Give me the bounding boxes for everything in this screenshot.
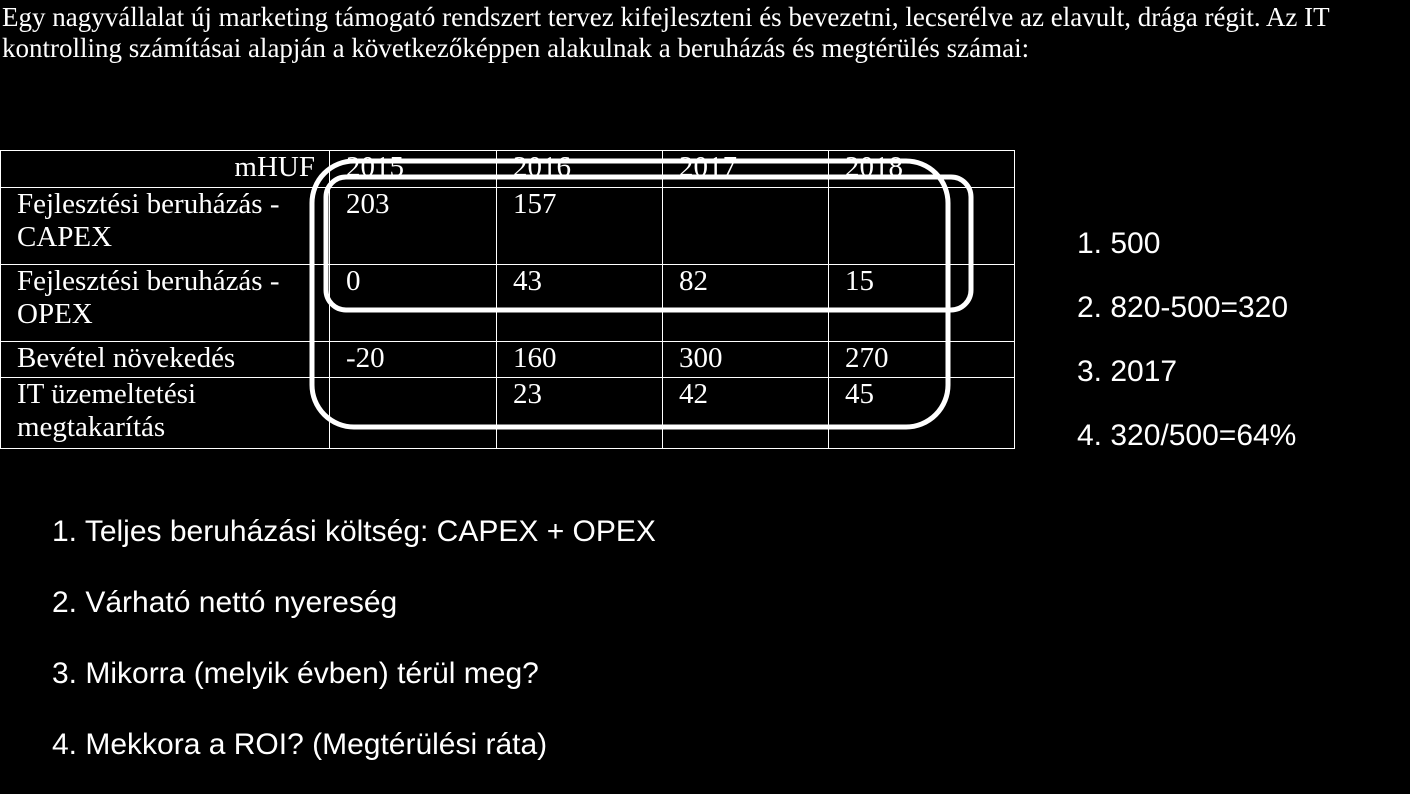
investment-table — [0, 150, 1015, 449]
table-cell: 45 — [829, 378, 1015, 449]
answers-list — [1077, 222, 1296, 478]
year-header: 2015 — [330, 151, 497, 188]
row-label-line: IT üzemeltetési — [17, 378, 197, 410]
table-cell: 300 — [663, 342, 829, 378]
row-label — [1, 188, 330, 265]
answer-item: 2. 820-500=320 — [1077, 291, 1289, 324]
table-row-it-savings — [1, 378, 1015, 449]
table-header-row — [1, 151, 1015, 188]
row-label-line: megtakarítás — [17, 411, 166, 443]
question-item: 4. Mekkora a ROI? (Megtérülési ráta) — [52, 728, 548, 761]
row-label — [1, 342, 330, 378]
row-label-line: Bevétel növekedés — [17, 342, 236, 374]
row-label — [1, 378, 330, 449]
answer-item: 1. 500 — [1077, 227, 1161, 260]
table-row-opex — [1, 265, 1015, 342]
table-cell: 42 — [663, 378, 829, 449]
question-item: 2. Várható nettó nyereség — [52, 586, 398, 619]
table-cell: 157 — [497, 188, 663, 265]
table-cell: 160 — [497, 342, 663, 378]
unit-header: mHUF — [1, 151, 330, 188]
table-cell: 43 — [497, 265, 663, 342]
question-item: 3. Mikorra (melyik évben) térül meg? — [52, 657, 539, 690]
table-cell: 23 — [497, 378, 663, 449]
year-header: 2017 — [663, 151, 829, 188]
table-cell: 270 — [829, 342, 1015, 378]
answer-item: 3. 2017 — [1077, 355, 1178, 388]
table-cell — [829, 188, 1015, 265]
table-row-revenue — [1, 342, 1015, 378]
table-cell — [663, 188, 829, 265]
row-label-line: Fejlesztési beruházás - — [17, 188, 280, 220]
table-cell: -20 — [330, 342, 497, 378]
row-label-line: CAPEX — [17, 221, 113, 253]
intro-paragraph: Egy nagyvállalat új marketing támogató rendszert tervez kifejleszteni és bevezetni, lecserélve az elavult, drága régit. Az IT kontrolling számításai alapján a következőképpen alakulnak a beruházás és megtérülés számai: — [2, 2, 1330, 63]
table-row-capex — [1, 188, 1015, 265]
question-item: 1. Teljes beruházási költség: CAPEX + OPEX — [52, 515, 656, 548]
questions-list — [52, 510, 656, 794]
table-cell — [330, 378, 497, 449]
row-label-line: Fejlesztési beruházás - — [17, 265, 280, 297]
table-cell: 15 — [829, 265, 1015, 342]
row-label — [1, 265, 330, 342]
row-label-line: OPEX — [17, 298, 93, 330]
year-header: 2018 — [829, 151, 1015, 188]
table-cell: 0 — [330, 265, 497, 342]
answer-item: 4. 320/500=64% — [1077, 419, 1297, 452]
table-cell: 82 — [663, 265, 829, 342]
table-cell: 203 — [330, 188, 497, 265]
year-header: 2016 — [497, 151, 663, 188]
